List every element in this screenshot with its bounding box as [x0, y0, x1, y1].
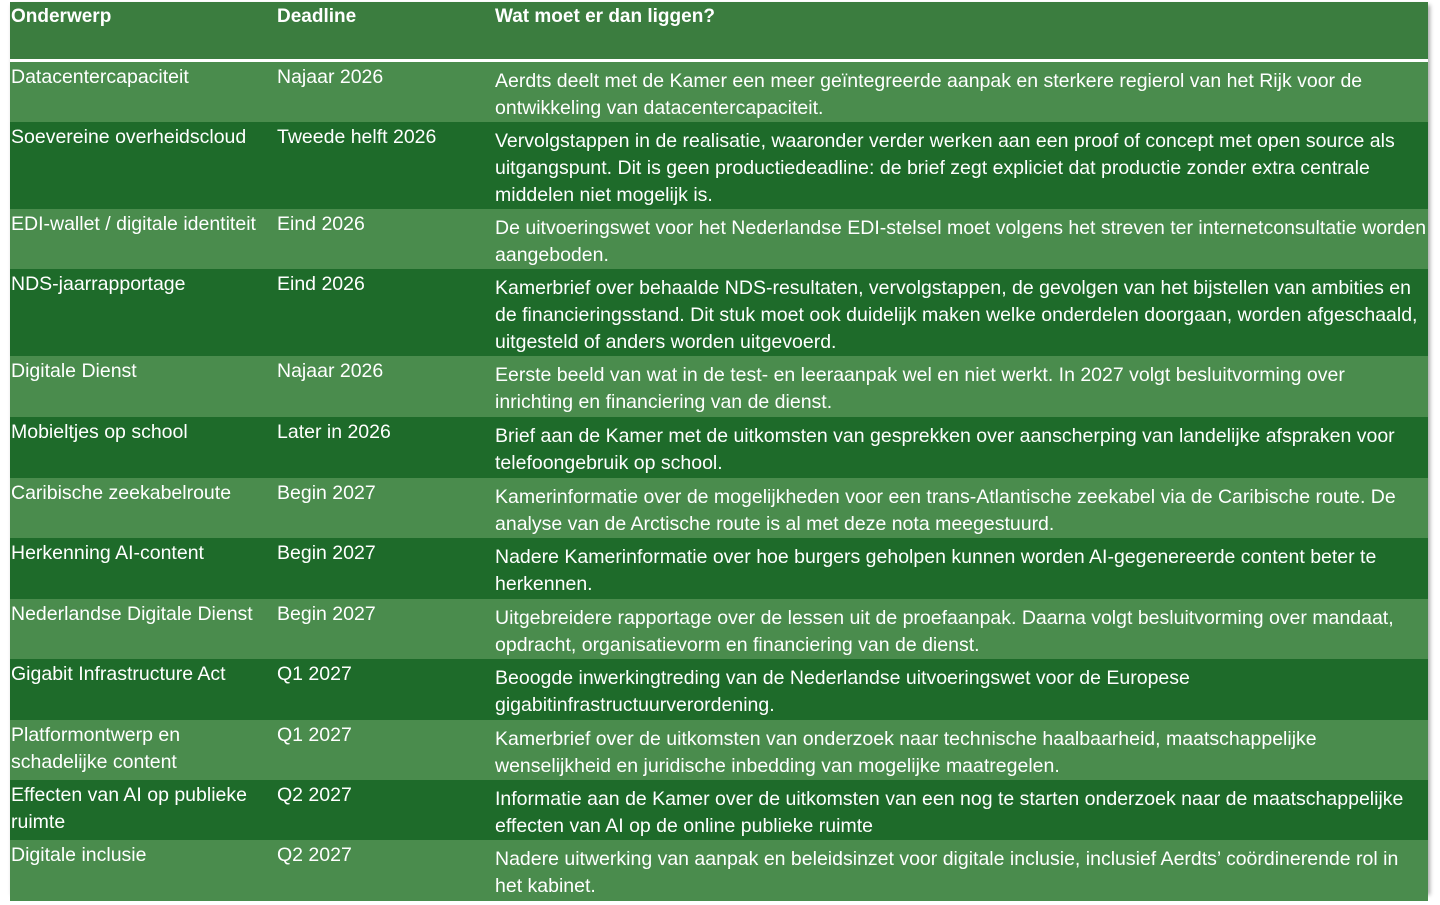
- row-description: Brief aan de Kamer met de uitkomsten van gesprekken over aanscherping van landelijke afspraken voor telefoongebruik op school.: [495, 424, 1395, 474]
- row-deadline: Later in 2026: [277, 420, 391, 443]
- table-row: [10, 720, 1428, 780]
- table-row: [10, 840, 1428, 901]
- row-description: Kamerinformatie over de mogelijkheden voor een trans-Atlantische zeekabel via de Caribische route. De analyse van de Arctische route is al met deze nota meegestuurd.: [495, 485, 1396, 535]
- row-deadline: Begin 2027: [277, 481, 376, 504]
- row-description: De uitvoeringswet voor het Nederlandse EDI-stelsel moet volgens het streven ter internetconsultatie worden aangeboden.: [495, 216, 1427, 266]
- row-subject: Soevereine overheidscloud: [11, 125, 247, 148]
- row-subject: Caribische zeekabelroute: [11, 481, 232, 504]
- row-subject: Herkenning AI-content: [11, 541, 204, 564]
- row-description: Kamerbrief over behaalde NDS-resultaten, vervolgstappen, de gevolgen van het bijstellen van ambities en de financieringsstand. Dit stuk moet ook duidelijk maken welke onderdelen doorgaan, worden afgeschaald, uitgesteld of anders worden uitgevoerd.: [495, 276, 1418, 353]
- header-subject: Onderwerp: [10, 2, 276, 60]
- row-description: Kamerbrief over de uitkomsten van onderzoek naar technische haalbaarheid, maatschappelijke wenselijkheid en juridische inbedding van mogelijke maatregelen.: [495, 727, 1317, 777]
- row-subject: NDS-jaarrapportage: [11, 272, 186, 295]
- row-subject: Digitale Dienst: [11, 359, 137, 382]
- row-description: Beoogde inwerkingtreding van de Nederlandse uitvoeringswet voor de Europese gigabitinfrastructuurverordening.: [495, 666, 1190, 716]
- table-row: [10, 659, 1428, 720]
- header-deadline: Deadline: [276, 2, 484, 60]
- deadline-table-container: [10, 2, 1428, 897]
- row-description: Vervolgstappen in de realisatie, waaronder verder werken aan een proof of concept met open source als uitgangspunt. Dit is geen productiedeadline: de brief zegt expliciet dat productie zonder extra centrale middelen niet mogelijk is.: [495, 129, 1395, 206]
- table-row: [10, 417, 1428, 478]
- row-deadline: Q2 2027: [277, 843, 352, 866]
- row-deadline: Begin 2027: [277, 541, 376, 564]
- table-row: [10, 599, 1428, 659]
- row-subject: Datacentercapaciteit: [11, 65, 189, 88]
- row-subject: Mobieltjes op school: [11, 420, 188, 443]
- row-description: Aerdts deelt met de Kamer een meer geïntegreerde aanpak en sterkere regierol van het Rijk voor de ontwikkeling van datacentercapaciteit.: [495, 69, 1363, 119]
- row-description: Eerste beeld van wat in de test- en leeraanpak wel en niet werkt. In 2027 volgt besluitvorming over inrichting en financiering van de dienst.: [495, 363, 1345, 413]
- table-header-row: [10, 2, 1428, 60]
- table-row: [10, 60, 1428, 122]
- row-deadline: Eind 2026: [277, 272, 365, 295]
- row-description: Nadere Kamerinformatie over hoe burgers geholpen kunnen worden AI-gegenereerde content beter te herkennen.: [495, 545, 1377, 595]
- row-deadline: Q2 2027: [277, 783, 352, 806]
- row-deadline: Najaar 2026: [277, 359, 384, 382]
- row-deadline: Begin 2027: [277, 602, 376, 625]
- row-deadline: Q1 2027: [277, 662, 352, 685]
- table-row: [10, 269, 1428, 356]
- row-description: Nadere uitwerking van aanpak en beleidsinzet voor digitale inclusie, inclusief Aerdts’ coördinerende rol in het kabinet.: [495, 847, 1399, 897]
- table-row: [10, 356, 1428, 417]
- table-row: [10, 538, 1428, 599]
- row-deadline: Q1 2027: [277, 723, 352, 746]
- table-row: [10, 209, 1428, 269]
- table-row: [10, 780, 1428, 840]
- row-subject: Platformontwerp en schadelijke content: [11, 723, 181, 773]
- row-description: Informatie aan de Kamer over de uitkomsten van een nog te starten onderzoek naar de maatschappelijke effecten van AI op de online publieke ruimte: [495, 787, 1404, 837]
- row-subject: Digitale inclusie: [11, 843, 147, 866]
- deadline-table: [10, 2, 1428, 901]
- row-deadline: Tweede helft 2026: [277, 125, 437, 148]
- row-subject: Gigabit Infrastructure Act: [11, 662, 226, 685]
- row-subject: EDI-wallet / digitale identiteit: [11, 212, 256, 235]
- row-subject: Effecten van AI op publieke ruimte: [11, 783, 247, 833]
- row-description: Uitgebreidere rapportage over de lessen uit de proefaanpak. Daarna volgt besluitvorming over mandaat, opdracht, organisatievorm en financiering van de dienst.: [495, 606, 1394, 656]
- header-what: Wat moet er dan liggen?: [484, 2, 1428, 60]
- row-deadline: Najaar 2026: [277, 65, 384, 88]
- row-subject: Nederlandse Digitale Dienst: [11, 602, 253, 625]
- table-row: [10, 478, 1428, 538]
- table-row: [10, 122, 1428, 209]
- row-deadline: Eind 2026: [277, 212, 365, 235]
